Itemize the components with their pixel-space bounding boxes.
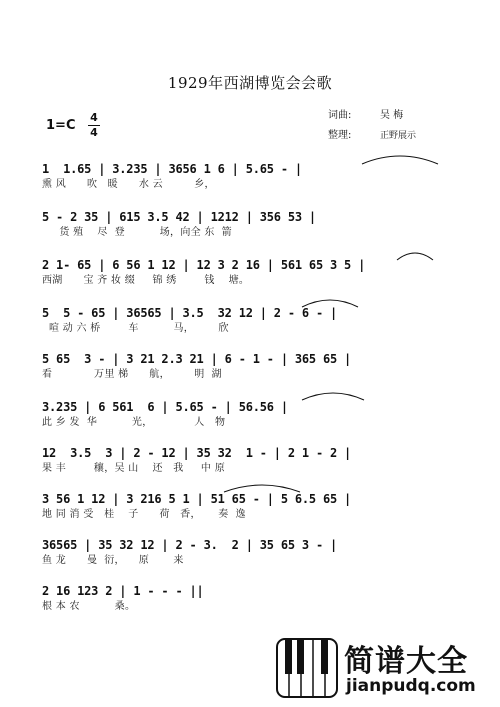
system-5 [42, 350, 460, 382]
system-9 [42, 536, 460, 568]
system-notes: 1 1.65 | 3.235 | 3656 1 6 | 5.65 - | [42, 162, 302, 176]
system-notes: 2 1- 65 | 6 56 1 12 | 12 3 2 16 | 561 65 3 5 | [42, 258, 366, 272]
key-signature: 1=C [46, 118, 76, 133]
arranger-value: 正野展示 [380, 131, 417, 141]
system-3 [42, 256, 460, 288]
system-1 [42, 160, 460, 192]
system-notes: 36565 | 35 32 12 | 2 - 3. 2 | 35 65 3 - | [42, 538, 338, 552]
credit-row-lyrics-music [328, 106, 416, 126]
system-lyrics: 看 万里 梯 航， 明 湖 [42, 369, 222, 380]
time-signature-bottom: 4 [90, 126, 98, 139]
watermark-url: jianpudq.com [346, 676, 476, 696]
system-lyrics: 地 同 消 受 桂 子 荷 香， 奏 逸 [42, 509, 246, 520]
piano-keys-icon [276, 638, 338, 698]
system-7 [42, 444, 460, 476]
system-6 [42, 398, 460, 430]
site-logo [276, 636, 500, 707]
system-4 [42, 304, 460, 336]
system-notes: 3.235 | 6 561 6 | 5.65 - | 56.56 | [42, 400, 288, 414]
song-title: 1929年西湖博览会会歌 [167, 74, 333, 92]
watermark-title: 简谱大全 [344, 644, 468, 679]
time-signature-top: 4 [90, 111, 98, 124]
system-lyrics: 熏 风 吹 暖 水 云 乡， [42, 179, 215, 190]
system-lyrics: 果 丰 穰，吴 山 还 我 中 原 [42, 463, 226, 474]
lyrics-music-label: 词曲: [328, 110, 352, 121]
system-notes: 5 5 - 65 | 36565 | 3.5 32 12 | 2 - 6 - | [42, 306, 338, 320]
system-lyrics: 此 乡 发 华 光， 人 物 [42, 417, 226, 428]
system-2 [42, 208, 460, 240]
system-notes: 3 56 1 12 | 3 216 5 1 | 51 65 - | 5 6.5 65 | [42, 492, 352, 506]
system-notes: 12 3.5 3 | 2 - 12 | 35 32 1 - | 2 1 - 2 | [42, 446, 352, 460]
system-8 [42, 490, 460, 522]
credits-block [328, 106, 416, 146]
system-lyrics: 根 本 农 桑。 [42, 601, 136, 612]
system-10 [42, 582, 460, 614]
system-lyrics: 鱼 龙 曼 衍， 原 来 [42, 555, 184, 566]
system-notes: 2 16 123 2 | 1 - - - || [42, 584, 204, 598]
system-notes: 5 65 3 - | 3 21 2.3 21 | 6 - 1 - | 365 65 | [42, 352, 352, 366]
time-signature [88, 112, 100, 139]
system-lyrics: 西湖 宝 齐 妆 缀 锦 绣 钱 塘。 [42, 275, 250, 286]
credit-row-arranger [328, 126, 416, 146]
system-lyrics: 喧 动 六 桥 车 马， 欣 [42, 323, 229, 334]
system-lyrics: 货 殖 尽 登 场，向全 东 箭 [42, 227, 232, 238]
lyrics-music-value: 吴 梅 [380, 110, 404, 121]
system-notes: 5 - 2 35 | 615 3.5 42 | 1212 | 356 53 | [42, 210, 316, 224]
arranger-label: 整理: [328, 130, 352, 141]
